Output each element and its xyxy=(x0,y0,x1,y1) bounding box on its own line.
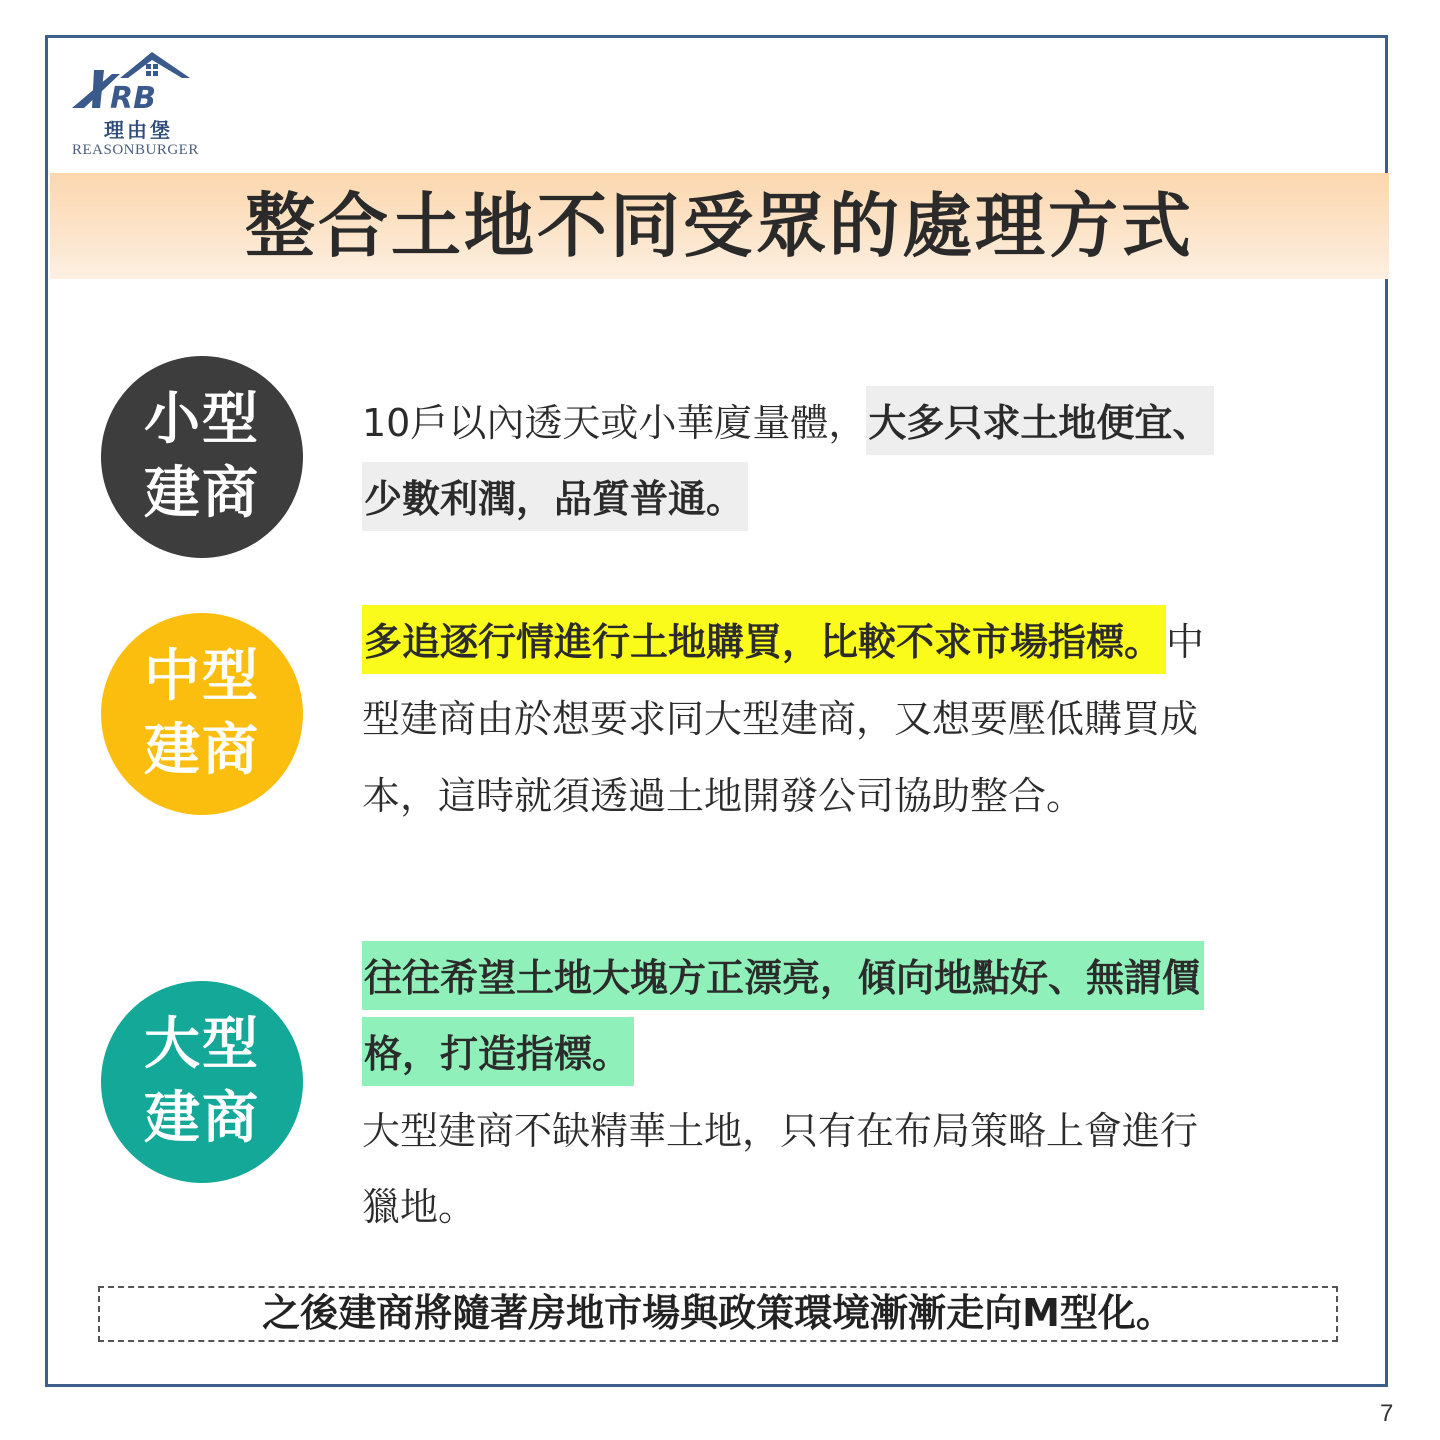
badge-label-line2: 建商 xyxy=(144,718,260,783)
title-banner xyxy=(50,173,1389,279)
text-plain: 獵地。 xyxy=(362,1185,477,1229)
page-title: 整合土地不同受眾的處理方式 xyxy=(245,185,1194,267)
text-plain: 本，這時就須透過土地開發公司協助整合。 xyxy=(362,774,1085,818)
page-number: 7 xyxy=(1380,1400,1394,1427)
large-developer-line-4 xyxy=(362,1176,476,1231)
small-developer-badge xyxy=(101,356,303,558)
badge-label-line2: 建商 xyxy=(144,461,260,526)
badge-label-line1: 中型 xyxy=(144,644,260,709)
large-developer-line-1 xyxy=(362,941,1204,1010)
badge-label-line1: 大型 xyxy=(144,1012,260,1077)
svg-text:RB: RB xyxy=(110,81,156,116)
text-highlight: 往往希望土地大塊方正漂亮，傾向地點好、無謂價 xyxy=(362,941,1204,1010)
mid-developer-badge xyxy=(101,613,303,815)
text-highlight: 大多只求土地便宜、 xyxy=(866,386,1214,455)
large-developer-line-2 xyxy=(362,1017,634,1086)
small-developer-line-1 xyxy=(362,386,1214,455)
large-developer-badge xyxy=(101,981,303,1183)
badge-label-line1: 小型 xyxy=(144,387,260,452)
badge-label-line2: 建商 xyxy=(144,1086,260,1151)
logo-english-name: REASONBURGER xyxy=(72,142,199,158)
text-plain: 10戶以內透天或小華廈量體， xyxy=(362,401,867,445)
text-plain: 型建商由於想要求同大型建商，又想要壓低購買成 xyxy=(362,697,1199,741)
text-highlight: 少數利潤，品質普通。 xyxy=(362,462,748,531)
reasonburger-logo xyxy=(70,48,220,163)
small-developer-line-2 xyxy=(362,462,748,531)
logo-chinese-name: 理由堡 xyxy=(104,118,173,142)
mid-developer-line-2 xyxy=(362,688,1198,743)
mid-developer-line-1 xyxy=(362,605,1204,674)
text-highlight: 格，打造指標。 xyxy=(362,1017,634,1086)
large-developer-line-3 xyxy=(362,1100,1198,1155)
conclusion-note: 之後建商將隨著房地市場與政策環境漸漸走向M型化。 xyxy=(98,1286,1338,1342)
mid-developer-line-3 xyxy=(362,765,1084,820)
text-plain: 中 xyxy=(1166,620,1205,664)
text-plain: 大型建商不缺精華土地，只有在布局策略上會進行 xyxy=(362,1109,1199,1153)
text-highlight: 多追逐行情進行土地購買，比較不求市場指標。 xyxy=(362,605,1166,674)
house-logo-icon xyxy=(70,48,220,118)
